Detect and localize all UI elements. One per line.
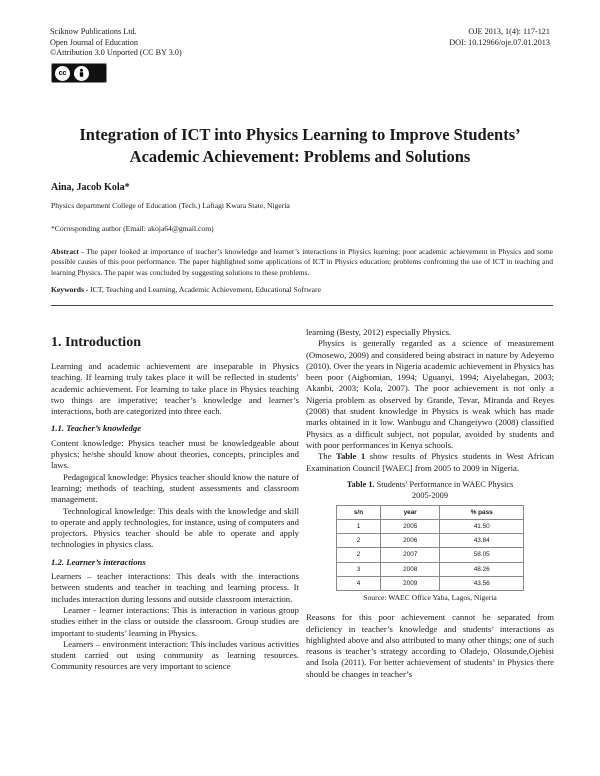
abstract-text: The paper looked at importance of teacher’s knowledge and learner’s interactions in Physics learning; poor academic achievement in Physics and some possible causes of this poor performance. The paper highlighted some applications of ICT in Physics education; problems confronting the use of ICT in teaching and learning Physics. The paper was concluded by suggesting solutions to these problems. xyxy=(51,247,553,277)
journal-header-left xyxy=(50,27,182,59)
paragraph: Learner - learner interactions: This is interaction in various group studies either in the class or outside the classroom. Group studies are important to students’ learning in Physics. xyxy=(51,604,299,638)
table-row xyxy=(337,534,524,548)
paragraph: Learners – teacher interactions: This deals with the interactions between students and teacher in teaching and learning process. It includes interaction during lessons and outside classroom interaction. xyxy=(51,571,299,604)
text-run: show results of Physics students in West African Examination Council [WAEC] from 2005 to 2009 in Nigeria. xyxy=(306,451,554,473)
table-cell: 2006 xyxy=(381,534,440,548)
table-caption xyxy=(306,479,554,501)
paragraph: Content knowledge: Physics teacher must be knowledgeable about physics; he/she should know about theories, concepts, principles and laws. xyxy=(51,437,299,471)
section-divider xyxy=(51,305,553,306)
citation-text: OJE 2013, 1(4): 117-121 xyxy=(468,27,550,36)
license-text: ©Attribution 3.0 Unported (CC BY 3.0) xyxy=(50,48,182,57)
keywords-text: ICT, Teaching and Learning, Academic Achievement, Educational Software xyxy=(88,285,321,294)
table-cell: 48.26 xyxy=(440,562,524,576)
table-cell: 43.84 xyxy=(440,534,524,548)
table-source: Source: WAEC Office Yaba, Lagos, Nigeria xyxy=(363,592,497,602)
waec-results-table xyxy=(336,505,524,591)
corresponding-author: *Corresponding author (Email: akoja64@gmail.com) xyxy=(51,224,214,233)
paragraph: Learning and academic achievement are inseparable in Physics teaching. If learning truly takes place it will be reflected in students’ academic achievement. For learning to take place in Physics teaching two things are imperative; teacher’s knowledge and learner’s interactions, both are categorized into three each. xyxy=(51,361,299,417)
subsection-heading-teachers-knowledge: 1.1. Teacher’s knowledge xyxy=(51,423,142,434)
table-row xyxy=(337,576,524,590)
table-row xyxy=(337,520,524,534)
table-cell: 2009 xyxy=(381,576,440,590)
title-line-2: Academic Achievement: Problems and Solutions xyxy=(129,147,471,166)
table-cell: 58.05 xyxy=(440,548,524,562)
table-cell: 4 xyxy=(337,576,381,590)
table-header-row xyxy=(337,505,524,519)
table-cell: 41.50 xyxy=(440,520,524,534)
paragraph xyxy=(306,451,554,474)
table-cell: 43.56 xyxy=(440,576,524,590)
affiliation: Physics department College of Education (Tech.) Lafiagi Kwara State, Nigeria xyxy=(51,201,290,210)
table-header-cell: year xyxy=(381,505,440,519)
publisher-name: Sciknow Publications Ltd. xyxy=(50,27,137,36)
table-cell: 2 xyxy=(337,548,381,562)
table-header-cell: s/n xyxy=(337,505,381,519)
table-cell: 2007 xyxy=(381,548,440,562)
table-header-cell: % pass xyxy=(440,505,524,519)
abstract xyxy=(51,247,553,278)
right-column xyxy=(306,327,554,680)
journal-header-right xyxy=(449,27,550,48)
paragraph: learning (Besty, 2012) especially Physics. xyxy=(306,327,452,337)
cc-icon: cc xyxy=(55,66,70,81)
abstract-label: Abstract - xyxy=(51,247,84,256)
text-run: The xyxy=(318,451,336,462)
keywords xyxy=(51,285,553,294)
cc-license-badge[interactable] xyxy=(51,63,107,83)
table-row xyxy=(337,548,524,562)
table-caption-years: 2005-2009 xyxy=(412,490,448,500)
paragraph: Physics is generally regarded as a science of measurement (Omosewo, 2009) and considered being abstract in nature by Adeyemo (2010). Over the years in Nigeria academic achievement in Physics has been poor (Aigbomian, 1994; Uguanyi, 1994; Aiyelabegan, 2003; Akanbi, 2003; Kola, 2007). The poor achievement is not only a Nigeria problem as observed by Grande, Tevar, Miranda and Reyes (2008) that student knowledge in Physics is weak which has made marks obtained in it low. Wanbugu and Changeiywo (2008) classified Physics as a difficult subject, not popular, avoided by students and with poor performances in Kenya schools. xyxy=(306,338,554,450)
table-reference: Table 1 xyxy=(335,451,366,462)
subsection-heading-learners-interactions: 1.2. Learner’s interactions xyxy=(51,556,146,567)
table-cell: 1 xyxy=(337,520,381,534)
journal-name: Open Journal of Education xyxy=(50,37,138,47)
keywords-label: Keywords - xyxy=(51,285,89,294)
attribution-person-icon xyxy=(74,66,89,81)
table-row xyxy=(337,562,524,576)
paragraph: Learners – environment interaction: This includes various activities student carried out using community as learning resources. Community resources are very important to science xyxy=(51,638,299,672)
table-cell: 2005 xyxy=(381,520,440,534)
paragraph: Pedagogical knowledge: Physics teacher should know the nature of learning; methods of teaching, student assessments and classroom management. xyxy=(51,471,299,505)
section-heading-introduction: 1. Introduction xyxy=(51,335,141,350)
paper-title xyxy=(40,124,560,168)
table-cell: 2008 xyxy=(381,562,440,576)
table-cell: 2 xyxy=(337,534,381,548)
doi-text: DOI: 10.12966/oje.07.01.2013 xyxy=(449,37,550,47)
table-cell: 3 xyxy=(337,562,381,576)
table-caption-text: Students’ Performance in WAEC Physics xyxy=(374,479,514,489)
table-caption-label: Table 1. xyxy=(346,479,375,489)
paragraph: Reasons for this poor achievement cannot be separated from deficiency in teacher’s knowledge and students’ interactions as highlighted above and also attributed to many other things; one of such reasons is teacher’s strategy according to Oladejo, Olosunde,Ojebisi and Isola (2011). For better achievement of students’ in Physics there should be changes in teacher’s xyxy=(306,612,554,679)
paragraph: Technological knowledge: This deals with the knowledge and skill to operate and apply technologies, for instance, using of computers and projectors. Physics teacher should be able to operate and apply technologies in physics class. xyxy=(51,505,299,550)
authors: Aina, Jacob Kola* xyxy=(51,182,130,193)
left-column xyxy=(51,330,299,673)
title-line-1: Integration of ICT into Physics Learning to Improve Students’ xyxy=(79,125,521,144)
